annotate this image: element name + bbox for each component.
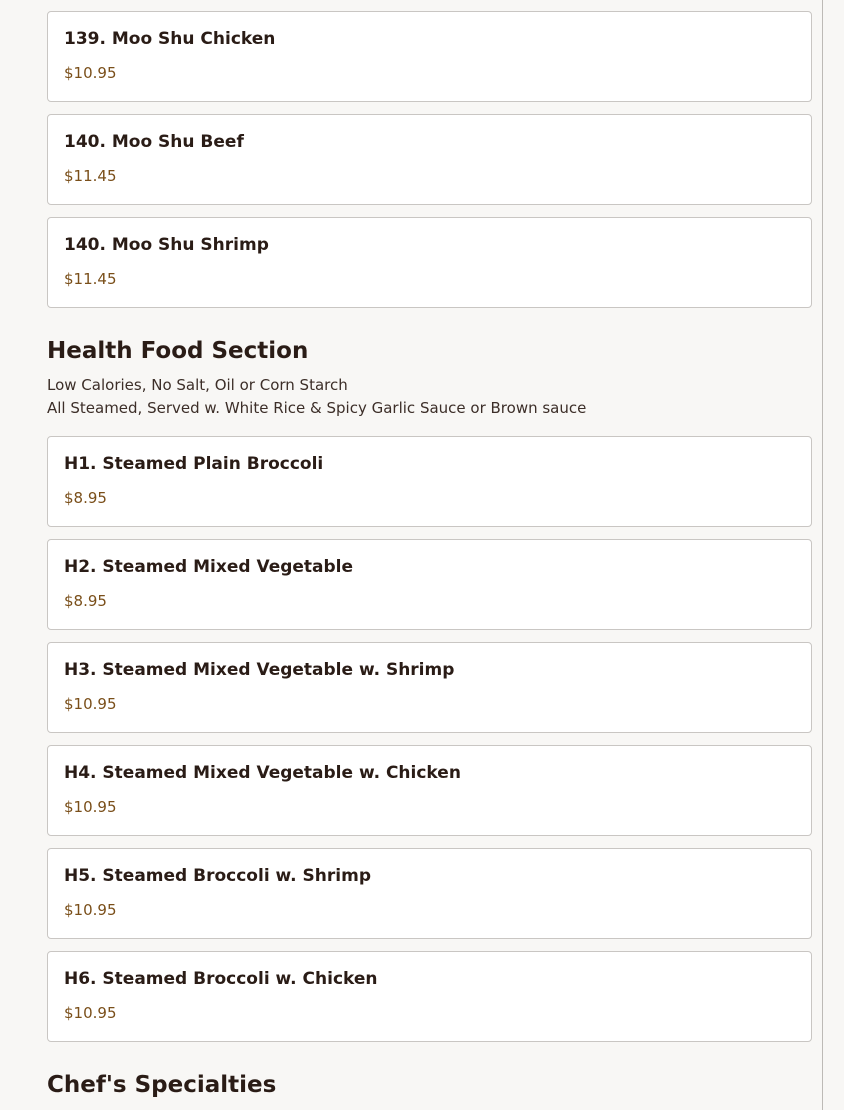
menu-item-name: H5. Steamed Broccoli w. Shrimp (64, 866, 371, 886)
menu-item-price: $10.95 (64, 798, 117, 816)
menu-list (47, 11, 812, 1108)
chefs-specialties-section (47, 1070, 812, 1100)
section-title: Chef's Specialties (47, 1072, 277, 1098)
menu-item-name: 140. Moo Shu Shrimp (64, 235, 269, 255)
menu-item-name: 139. Moo Shu Chicken (64, 29, 276, 49)
menu-item-card[interactable] (47, 745, 812, 836)
menu-item-card[interactable] (47, 642, 812, 733)
menu-item-price: $10.95 (64, 695, 117, 713)
menu-item-price: $8.95 (64, 489, 107, 507)
menu-item-card[interactable] (47, 114, 812, 205)
section-title: Health Food Section (47, 338, 309, 364)
section-description-line: All Steamed, Served w. White Rice & Spicy Garlic Sauce or Brown sauce (47, 399, 587, 417)
menu-item-price: $10.95 (64, 1004, 117, 1022)
menu-item-card[interactable] (47, 436, 812, 527)
menu-item-price: $11.45 (64, 167, 117, 185)
menu-item-card[interactable] (47, 848, 812, 939)
menu-item-name: H4. Steamed Mixed Vegetable w. Chicken (64, 763, 461, 783)
menu-item-card[interactable] (47, 217, 812, 308)
menu-item-card[interactable] (47, 11, 812, 102)
menu-item-name: H3. Steamed Mixed Vegetable w. Shrimp (64, 660, 455, 680)
menu-item-card[interactable] (47, 951, 812, 1042)
menu-item-price: $11.45 (64, 270, 117, 288)
menu-item-name: H6. Steamed Broccoli w. Chicken (64, 969, 378, 989)
menu-item-price: $10.95 (64, 901, 117, 919)
menu-item-price: $10.95 (64, 64, 117, 82)
menu-item-name: 140. Moo Shu Beef (64, 132, 244, 152)
menu-item-price: $8.95 (64, 592, 107, 610)
scroll-edge-divider (822, 0, 823, 1110)
health-food-section (47, 336, 812, 1042)
menu-item-name: H1. Steamed Plain Broccoli (64, 454, 324, 474)
menu-item-name: H2. Steamed Mixed Vegetable (64, 557, 354, 577)
section-description-line: Low Calories, No Salt, Oil or Corn Starch (47, 376, 348, 394)
section-description (47, 374, 812, 420)
menu-item-card[interactable] (47, 539, 812, 630)
